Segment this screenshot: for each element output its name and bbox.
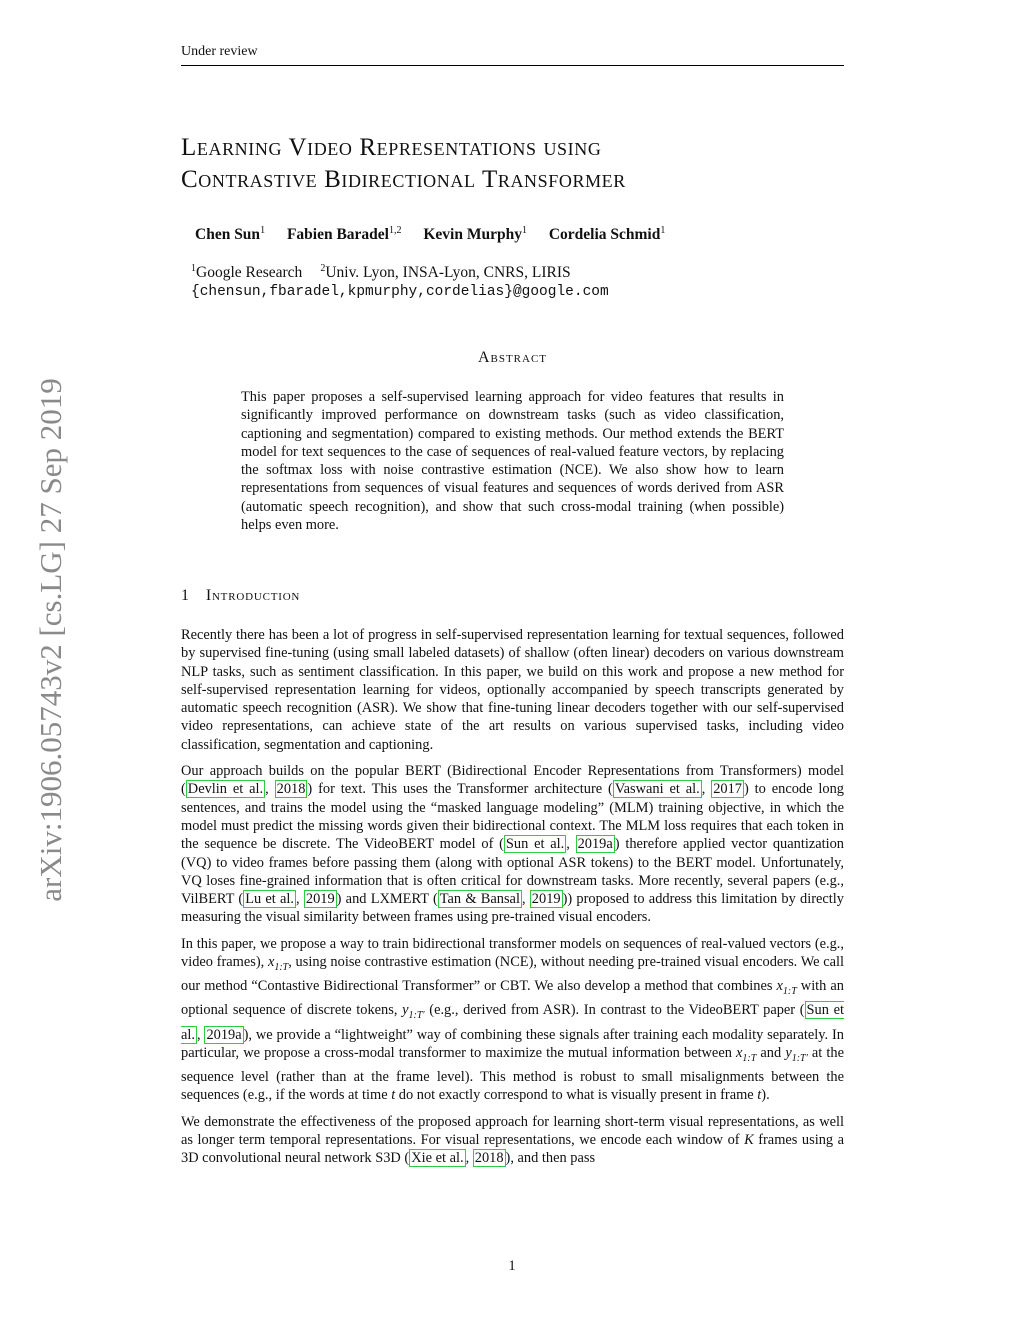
citation-link[interactable]: 2018 [276,781,306,798]
citation-link[interactable]: Devlin et al. [187,781,264,798]
paper-title [181,132,844,196]
citation-link[interactable]: Xie et al. [411,1150,464,1167]
paragraph: In this paper, we propose a way to train bidirectional transformer models on sequences of real-valued vectors (e.g., video frames), $x_{1:T}$, using noise contrastive estimation (NCE), without needing pre-trained visual encoders. We call our method “Contastive Bidirectional Transformer” or CBT. We also develop a method that combines $x_{1:T}$ with an optional sequence of discrete tokens, $y_{1:T'}$ (e.g., derived from ASR). In contrast to the VideoBERT paper ( Sun et al. , 2019a ), we provide a “lightweight” way of combining these signals after training each modality separately. In particular, we propose a cross-modal transformer to maximize the mutual information between $x_{1:T}$ and $y_{1:T'}$ at the sequence level (rather than at the frame level). This method is robust to small misalignments between the sequences (e.g., if the words at time t do not exactly correspond to what is visually present in frame t). [181,935,845,1104]
citation-link[interactable]: Tan & Bansal [439,891,520,908]
math-symbol: t [757,1087,762,1104]
paragraph: Recently there has been a lot of progress in self-supervised representation learning for textual sequences, followed by supervised fine-tuning (using small labeled datasets) of shallow (often linear) decoders on various downstream NLP tasks, such as sentiment classification. In this paper, we build on this work and propose a new method for self-supervised representation learning for videos, optionally accompanied by speech transcripts generated by automatic speech recognition (ASR). We show that fine-tuning linear decoders together with our self-supervised video representations, can achieve state of the art results on various supervised tasks, including video classification, segmentation and captioning. [181,627,844,753]
paragraph: We demonstrate the effectiveness of the proposed approach for learning short-term visual representations, as well as longer term temporal representations. For visual representations, we encode each window of K frames using a 3D convolutional neural network S3D ( Xie et al. , 2018 ), and then pass [181,1113,844,1167]
math-symbol: $x_{1:T}$ [267,954,289,973]
page-number: 1 [508,1258,516,1274]
math-symbol: $y_{1:T'}$ [402,1002,425,1022]
author-list [195,225,683,244]
citation-link[interactable]: Lu et al. [245,891,295,908]
citation-link[interactable]: Sun et al. [181,1002,844,1043]
math-symbol: t [391,1087,396,1104]
paragraph: Our approach builds on the popular BERT (Bidirectional Encoder Representations from Transformers) model ( Devlin et al. , 2018 ) for text. This uses the Transformer architecture ( Vaswani et al. , 2017 ) to encode long sentences, and trains the model using the “masked language modeling” (MLM) training objective, in which the model must predict the missing words given their bidirectional context. The MLM loss requires that each token in the sequence be discrete. The VideoBERT model of ( Sun et al. , 2019a ) therefore applied vector quantization (VQ) to video frames before passing them (along with optional ASR tokens) to the BERT model. Unfortunately, VQ loses fine-grained information that is often critical for downstream tasks. More recently, several papers (e.g., VilBERT ( Lu et al. , 2019 ) and LXMERT ( Tan & Bansal , 2019 )) proposed to address this limitation by directly measuring the visual similarity between frames using pre-trained visual encoders. [181,763,844,926]
citation-link[interactable]: 2019a [577,836,613,853]
author: Kevin Murphy$^1$ [423,225,527,244]
introduction-body [181,626,844,1176]
citation-link[interactable]: Vaswani et al. [614,781,700,798]
title-line-2: Contrastive Bidirectional Transformer [181,166,626,193]
running-header: Under review [181,44,258,59]
abstract-text: This paper proposes a self-supervised learning approach for video features that results in significantly improved performance on downstream tasks (such as video classification, captioning and segmentation) compared to existing methods. Our method extends the BERT model for text sequences to the case of sequences of real-valued feature vectors, by replacing the softmax loss with noise contrastive estimation (NCE). We also show how to learn representations from sequences of visual features and sequences of words derived from ASR (automatic speech recognition), and show that such cross-modal training (when possible) helps even more. [241,389,784,534]
math-symbol: $x_{1:T}$ [736,1044,757,1064]
author: Cordelia Schmid$^1$ [548,225,666,244]
author: Chen Sun$^1$ [195,225,266,244]
section-heading [181,587,300,605]
math-symbol: $x_{1:T}$ [776,978,797,998]
citation-link[interactable]: Sun et al. [505,836,565,853]
citation-link[interactable]: 2019 [531,891,561,908]
math-symbol: K [744,1131,754,1148]
author-emails: {chensun,fbaradel,kpmurphy,cordelias}@google.com [191,284,609,300]
citation-link[interactable]: 2019a [206,1026,242,1043]
affiliations: $^1$Google Research $^2$Univ. Lyon, INSA-Lyon, CNRS, LIRIS [191,263,571,282]
math-symbol: $y_{1:T'}$ [785,1044,808,1064]
arxiv-stamp: arXiv:1906.05743v2 [cs.LG] 27 Sep 2019 [33,378,68,902]
header-rule [181,65,844,66]
citation-link[interactable]: 2018 [474,1150,504,1167]
author: Fabien Baradel$^{1,2}$ [286,225,402,244]
title-line-1: Learning Video Representations using [181,134,602,161]
citation-link[interactable]: 2019 [305,891,335,908]
abstract-heading: Abstract [477,349,548,366]
citation-link[interactable]: 2017 [713,781,742,798]
section-title: Introduction [205,587,301,604]
section-number: 1 [181,587,190,604]
affiliation-lyon: Univ. Lyon, INSA-Lyon, CNRS, LIRIS [325,264,571,282]
affiliation-google: Google Research [196,264,303,282]
